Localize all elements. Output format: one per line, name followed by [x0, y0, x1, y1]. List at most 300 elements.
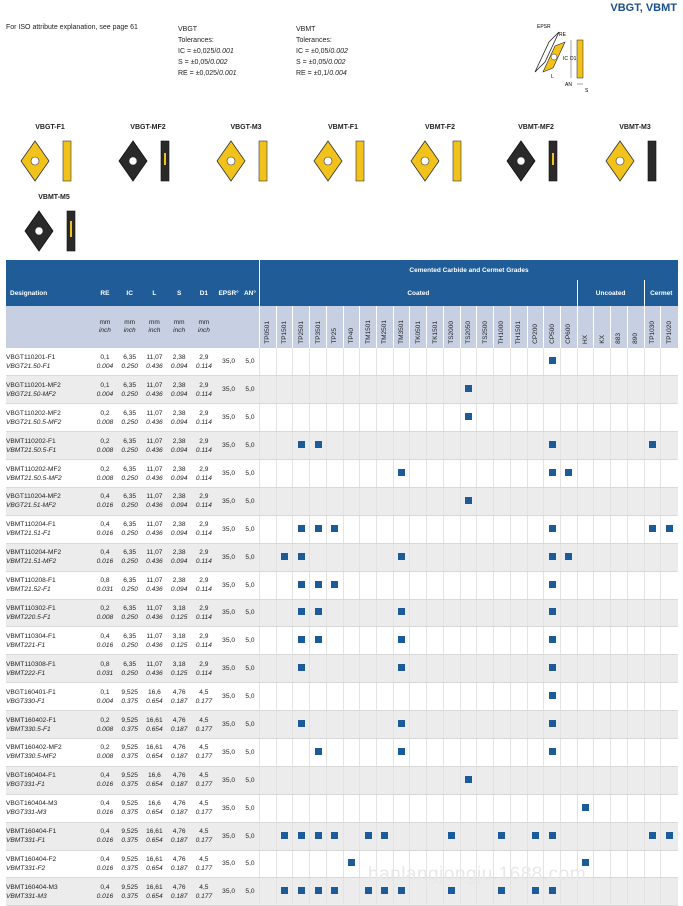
dim-inch: 0.375	[121, 837, 138, 845]
grade-cell	[594, 460, 611, 488]
grade-cell	[293, 460, 310, 488]
diagram-label-an: AN	[565, 82, 572, 88]
grade-cell	[310, 850, 327, 878]
dim-cell-s	[167, 794, 192, 822]
unit-re	[93, 306, 118, 348]
tol-val: 0.001	[216, 48, 234, 55]
grade-cell	[577, 738, 594, 766]
table-row	[6, 515, 678, 543]
epsr-cell: 35,0	[216, 543, 241, 571]
grade-cell	[577, 683, 594, 711]
dim-cell-l	[142, 794, 167, 822]
grade-cell	[527, 460, 544, 488]
grade-cell	[260, 794, 277, 822]
grade-cell	[377, 627, 394, 655]
dim-inch: 0.436	[146, 362, 163, 370]
grade-cell	[410, 738, 427, 766]
grade-cell	[326, 515, 343, 543]
grade-cell	[443, 655, 460, 683]
header-blank	[6, 260, 260, 280]
grade-cell	[644, 571, 661, 599]
grade-name: TP2501	[297, 321, 305, 344]
dim-inch: 0.114	[195, 446, 212, 454]
insert-hole	[31, 157, 39, 165]
col-ic: IC	[117, 280, 142, 306]
grade-cell	[293, 878, 310, 906]
grade-cell	[477, 711, 494, 739]
grade-cell	[343, 571, 360, 599]
availability-marker	[549, 357, 556, 364]
grade-cell	[661, 460, 678, 488]
grade-cell	[661, 655, 678, 683]
dim-cell-ic	[117, 515, 142, 543]
grade-cell	[276, 404, 293, 432]
an-cell: 5,0	[241, 571, 260, 599]
dim-mm: 2,9	[199, 437, 209, 445]
dim-cell-re	[93, 571, 118, 599]
grade-cell	[477, 487, 494, 515]
dim-cell-dd	[192, 515, 217, 543]
insert-card	[303, 124, 383, 187]
grade-cell	[560, 543, 577, 571]
grade-cell	[510, 487, 527, 515]
dim-mm: 6,35	[123, 437, 137, 445]
dim-mm: 2,38	[172, 521, 186, 529]
grade-cell	[627, 432, 644, 460]
dim-inch: 0.375	[121, 809, 138, 817]
availability-marker	[549, 720, 556, 727]
grade-header-cell	[477, 306, 494, 348]
col-designation: Designation	[6, 280, 93, 306]
grade-cell	[644, 376, 661, 404]
grade-cell	[460, 571, 477, 599]
dim-inch: 0.094	[170, 390, 188, 398]
dim-cell-dd	[192, 766, 217, 794]
grade-cell	[644, 404, 661, 432]
dim-mm: 0,4	[100, 828, 110, 836]
availability-marker	[532, 887, 539, 894]
dim-inch: 0.125	[170, 613, 188, 621]
insert-card	[10, 124, 90, 187]
grade-cell	[611, 627, 628, 655]
grade-header-cell	[494, 306, 511, 348]
availability-marker	[315, 608, 322, 615]
grade-cell	[594, 543, 611, 571]
dim-inch: 0.016	[96, 837, 114, 845]
dim-mm: 11,07	[146, 521, 163, 529]
grade-cell	[326, 432, 343, 460]
grade-cell	[326, 543, 343, 571]
grade-cell	[293, 711, 310, 739]
grade-cell	[377, 348, 394, 376]
designation-iso: VBMT160402-MF2	[6, 744, 62, 752]
grade-cell	[544, 432, 561, 460]
grade-cell	[460, 822, 477, 850]
grade-cell	[460, 599, 477, 627]
col-d1: D1	[192, 280, 217, 306]
dim-inch: 0.375	[121, 697, 138, 705]
grade-cell	[343, 487, 360, 515]
grade-cell	[544, 487, 561, 515]
dim-mm: 16,61	[146, 716, 163, 724]
dim-cell-dd	[192, 738, 217, 766]
grade-cell	[393, 683, 410, 711]
grade-cell	[360, 683, 377, 711]
table-row	[6, 599, 678, 627]
dim-inch: 0.016	[96, 892, 114, 900]
grade-cell	[577, 432, 594, 460]
tol-val: 0.004	[329, 70, 347, 77]
grade-header-cell	[427, 306, 444, 348]
grade-cell	[460, 376, 477, 404]
insert-side-shape	[63, 141, 71, 181]
grade-cell	[460, 627, 477, 655]
dim-cell-re	[93, 376, 118, 404]
availability-marker	[381, 832, 388, 839]
availability-marker	[348, 859, 355, 866]
grade-cell	[510, 794, 527, 822]
dim-mm: 11,07	[146, 660, 163, 668]
grade-cell	[460, 711, 477, 739]
grade-cell	[326, 404, 343, 432]
grade-cell	[260, 543, 277, 571]
designation-ansi: VBMT330.5-MF2	[6, 753, 57, 761]
grade-cell	[477, 571, 494, 599]
dim-cell-l	[142, 766, 167, 794]
grade-cell	[627, 711, 644, 739]
dim-cell-s	[167, 376, 192, 404]
grade-cell	[360, 432, 377, 460]
dim-mm: 16,61	[146, 855, 163, 863]
unit-ic	[117, 306, 142, 348]
an-cell: 5,0	[241, 822, 260, 850]
dim-mm: 2,9	[199, 604, 209, 612]
grade-cell	[326, 487, 343, 515]
grade-cell	[427, 822, 444, 850]
dim-inch: 0.436	[146, 418, 163, 426]
dim-cell-s	[167, 738, 192, 766]
dim-cell-dd	[192, 460, 217, 488]
dim-cell-dd	[192, 627, 217, 655]
tol-key: IC = ±0,025/	[178, 48, 217, 55]
grade-cell	[343, 683, 360, 711]
grade-cell	[477, 460, 494, 488]
dim-inch: 0.177	[195, 697, 213, 705]
availability-marker	[365, 887, 372, 894]
dim-inch: 0.008	[96, 613, 114, 621]
dim-cell-re	[93, 404, 118, 432]
grade-cell	[326, 460, 343, 488]
insert-label: VBGT-F1	[35, 124, 65, 131]
grade-cell	[410, 822, 427, 850]
tolerance-line	[296, 57, 348, 68]
insert-side-marker	[164, 153, 166, 165]
grade-cell	[460, 683, 477, 711]
designation-cell	[6, 543, 93, 571]
tol-val: 0.002	[330, 48, 348, 55]
dim-cell-s	[167, 683, 192, 711]
availability-marker	[315, 525, 322, 532]
grade-cell	[544, 738, 561, 766]
unit-mm: mm	[99, 319, 111, 326]
designation-ansi: VBMT331-F1	[6, 837, 46, 845]
grade-cell	[544, 711, 561, 739]
dim-inch: 0.436	[146, 641, 163, 649]
designation-iso: VBMT110204-MF2	[6, 549, 62, 557]
grade-cell	[276, 487, 293, 515]
grade-cell	[360, 515, 377, 543]
dim-mm: 2,9	[199, 660, 209, 668]
tolerance-block-vbgt	[178, 24, 237, 79]
grade-cell	[326, 794, 343, 822]
availability-marker	[298, 887, 305, 894]
grade-cell	[377, 794, 394, 822]
col-group-coated: Coated	[260, 280, 578, 306]
grade-name: TK1501	[431, 321, 439, 344]
dim-cell-s	[167, 487, 192, 515]
dim-cell-ic	[117, 738, 142, 766]
availability-marker	[281, 887, 288, 894]
insert-label: VBMT-M3	[619, 124, 651, 131]
grade-cell	[611, 348, 628, 376]
designation-ansi: VBMT221-F1	[6, 641, 46, 649]
dim-cell-re	[93, 850, 118, 878]
grade-cell	[527, 404, 544, 432]
dim-inch: 0.094	[170, 558, 188, 566]
dim-inch: 0.177	[195, 725, 213, 733]
dim-cell-re	[93, 543, 118, 571]
grade-cell	[343, 766, 360, 794]
grade-cell	[661, 487, 678, 515]
dim-inch: 0.654	[146, 753, 163, 761]
dim-inch: 0.436	[146, 669, 163, 677]
dim-cell-dd	[192, 348, 217, 376]
dim-cell-l	[142, 738, 167, 766]
dim-mm: 3,18	[172, 632, 186, 640]
dim-mm: 9,525	[121, 828, 138, 836]
dim-inch: 0.375	[121, 725, 138, 733]
availability-marker	[549, 469, 556, 476]
designation-iso: VBMT110308-F1	[6, 660, 56, 668]
dim-inch: 0.436	[146, 390, 163, 398]
grade-cell	[494, 683, 511, 711]
insert-hole	[35, 227, 43, 235]
grade-cell	[276, 794, 293, 822]
grade-cell	[427, 738, 444, 766]
grade-cell	[427, 432, 444, 460]
dim-inch: 0.654	[146, 892, 163, 900]
grade-header-cell	[276, 306, 293, 348]
grade-name: CP200	[531, 324, 539, 344]
dim-cell-l	[142, 543, 167, 571]
grade-cell	[560, 571, 577, 599]
dim-inch: 0.187	[170, 697, 188, 705]
grade-cell	[544, 515, 561, 543]
designation-cell	[6, 487, 93, 515]
dim-inch: 0.654	[146, 864, 163, 872]
dim-mm: 2,9	[199, 381, 209, 389]
grade-table-body	[6, 348, 678, 906]
dim-inch: 0.114	[195, 530, 212, 538]
grade-cell	[377, 404, 394, 432]
grade-cell	[343, 655, 360, 683]
dim-inch: 0.008	[96, 474, 114, 482]
grade-cell	[343, 794, 360, 822]
dim-mm: 9,525	[121, 800, 138, 808]
an-cell: 5,0	[241, 460, 260, 488]
insert-side-shape	[453, 141, 461, 181]
availability-marker	[398, 553, 405, 560]
unit-mm: mm	[124, 319, 136, 326]
grade-cell	[343, 460, 360, 488]
grade-cell	[611, 794, 628, 822]
grade-cell	[527, 766, 544, 794]
grade-name: HX	[582, 334, 590, 344]
dim-mm: 11,07	[146, 437, 163, 445]
dim-mm: 11,07	[146, 604, 163, 612]
grade-cell	[393, 627, 410, 655]
dim-cell-ic	[117, 655, 142, 683]
dim-mm: 9,525	[121, 688, 138, 696]
grade-cell	[410, 460, 427, 488]
dim-inch: 0.177	[195, 864, 213, 872]
tolerance-block-vbmt	[296, 24, 348, 79]
grade-cell	[443, 515, 460, 543]
diagram-label-s: S	[585, 88, 589, 94]
grade-cell	[594, 711, 611, 739]
dim-mm: 9,525	[121, 883, 138, 891]
header-group-title: Cemented Carbide and Cermet Grades	[260, 260, 678, 280]
dim-mm: 2,38	[172, 409, 186, 417]
grade-cell	[276, 571, 293, 599]
dim-mm: 0,1	[100, 381, 110, 389]
dim-mm: 16,6	[147, 772, 161, 780]
grade-header-cell	[594, 306, 611, 348]
dim-mm: 0,2	[100, 744, 110, 752]
grade-cell	[494, 655, 511, 683]
grade-cell	[260, 515, 277, 543]
dim-inch: 0.250	[121, 362, 138, 370]
grade-cell	[644, 515, 661, 543]
an-cell: 5,0	[241, 404, 260, 432]
grade-cell	[611, 599, 628, 627]
availability-marker	[298, 636, 305, 643]
dim-mm: 11,07	[146, 493, 163, 501]
dim-cell-re	[93, 766, 118, 794]
designation-iso: VBMT110208-F1	[6, 577, 56, 585]
grade-header-cell	[577, 306, 594, 348]
grade-cell	[260, 404, 277, 432]
col-group-cermet: Cermet	[644, 280, 678, 306]
insert-hole	[324, 157, 332, 165]
grade-cell	[477, 627, 494, 655]
table-row	[6, 794, 678, 822]
dim-cell-ic	[117, 822, 142, 850]
grade-cell	[360, 766, 377, 794]
dim-mm: 4,76	[172, 855, 186, 863]
grade-cell	[343, 627, 360, 655]
grade-cell	[360, 627, 377, 655]
grade-cell	[577, 655, 594, 683]
designation-ansi: VBMT220.5-F1	[6, 613, 51, 621]
grade-cell	[460, 460, 477, 488]
designation-iso: VBMT110204-F1	[6, 521, 56, 529]
dim-cell-re	[93, 515, 118, 543]
grade-cell	[410, 794, 427, 822]
unit-mm: mm	[173, 319, 185, 326]
col-s: S	[167, 280, 192, 306]
grade-cell	[443, 460, 460, 488]
dim-inch: 0.375	[121, 864, 138, 872]
grade-cell	[460, 348, 477, 376]
designation-cell	[6, 794, 93, 822]
dim-mm: 0,4	[100, 855, 110, 863]
dim-mm: 6,35	[123, 604, 137, 612]
designation-cell	[6, 878, 93, 906]
dim-mm: 4,5	[199, 772, 209, 780]
grade-cell	[527, 683, 544, 711]
availability-marker	[465, 497, 472, 504]
tol-key: S = ±0,05/	[178, 59, 211, 66]
grade-cell	[611, 515, 628, 543]
grade-cell	[594, 432, 611, 460]
dim-mm: 2,9	[199, 353, 209, 361]
grade-cell	[544, 460, 561, 488]
dim-cell-dd	[192, 850, 217, 878]
grade-cell	[494, 571, 511, 599]
grade-cell	[310, 822, 327, 850]
table-row	[6, 376, 678, 404]
designation-ansi: VBMT331-M3	[6, 892, 47, 900]
grade-cell	[594, 404, 611, 432]
availability-marker	[448, 887, 455, 894]
epsr-cell: 35,0	[216, 655, 241, 683]
epsr-cell: 35,0	[216, 404, 241, 432]
unit-l	[142, 306, 167, 348]
availability-marker	[398, 608, 405, 615]
dim-mm: 6,35	[123, 409, 137, 417]
grade-cell	[276, 822, 293, 850]
grade-cell	[377, 571, 394, 599]
dim-inch: 0.436	[146, 474, 163, 482]
table-row	[6, 571, 678, 599]
grade-header-cell	[343, 306, 360, 348]
dim-mm: 4,5	[199, 688, 209, 696]
epsr-cell: 35,0	[216, 376, 241, 404]
grade-cell	[477, 376, 494, 404]
grade-cell	[410, 683, 427, 711]
grade-header-cell	[611, 306, 628, 348]
grade-cell	[611, 711, 628, 739]
grade-cell	[310, 376, 327, 404]
grade-cell	[577, 571, 594, 599]
grade-cell	[410, 432, 427, 460]
dim-cell-s	[167, 543, 192, 571]
grade-cell	[343, 878, 360, 906]
grade-cell	[427, 599, 444, 627]
grade-cell	[260, 766, 277, 794]
designation-iso: VBMT110304-F1	[6, 632, 56, 640]
grade-table	[6, 260, 678, 906]
grade-cell	[577, 404, 594, 432]
grade-cell	[427, 711, 444, 739]
availability-marker	[582, 804, 589, 811]
grade-cell	[477, 655, 494, 683]
an-cell: 5,0	[241, 683, 260, 711]
table-row	[6, 348, 678, 376]
grade-cell	[627, 822, 644, 850]
grade-cell	[510, 515, 527, 543]
